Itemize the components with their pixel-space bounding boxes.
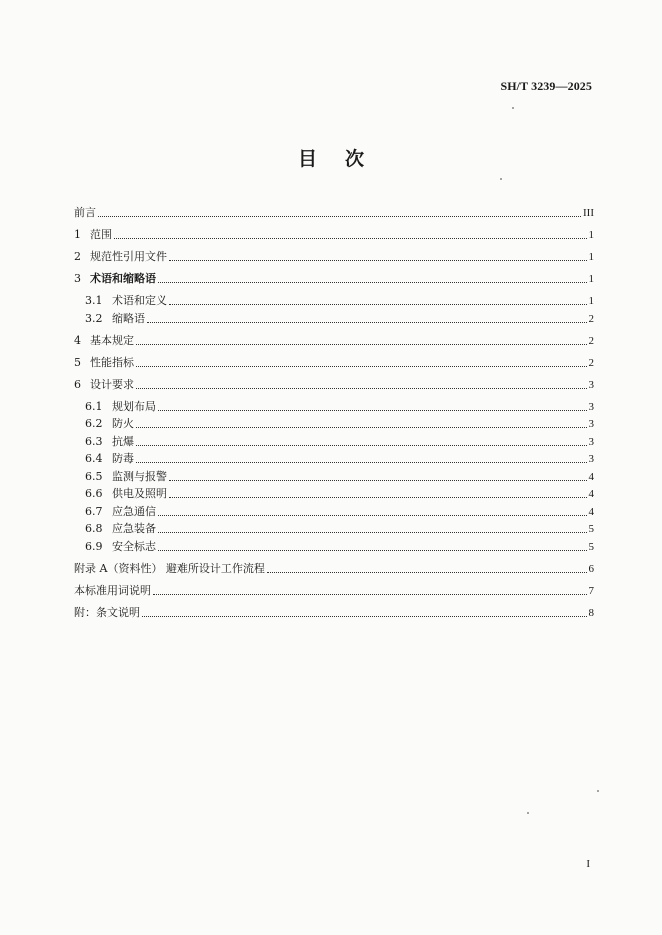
toc-entry[interactable]	[74, 226, 594, 242]
toc-entry-number: 3.1	[85, 294, 103, 307]
toc-entry-number: 6.1	[85, 400, 103, 413]
dot-leader	[158, 281, 587, 283]
scan-speck	[597, 790, 599, 792]
toc-entry[interactable]	[74, 204, 594, 220]
toc-entry[interactable]	[74, 270, 594, 286]
toc-entry[interactable]	[74, 468, 594, 484]
toc-entry-page: III	[583, 207, 594, 219]
dot-leader	[136, 343, 587, 345]
dot-leader	[169, 479, 587, 481]
toc-entry-page: 8	[588, 607, 594, 619]
toc-entry-page: 2	[588, 335, 594, 347]
toc-entry-number: 3	[74, 272, 81, 285]
toc-entry[interactable]	[74, 582, 594, 598]
toc-entry[interactable]	[74, 354, 594, 370]
toc-entry[interactable]	[74, 485, 594, 501]
toc-entry-label: 监测与报警	[112, 470, 167, 483]
toc-entry-label: 缩略语	[112, 312, 145, 325]
scan-speck	[527, 812, 529, 814]
dot-leader	[158, 531, 587, 533]
toc-entry-page: 4	[588, 506, 594, 518]
toc-entry-label: 供电及照明	[112, 487, 167, 500]
toc-entry-label: 术语和定义	[112, 294, 167, 307]
toc-entry-page: 1	[588, 273, 594, 285]
dot-leader	[98, 215, 581, 217]
toc-entry-number: 2	[74, 250, 81, 263]
toc-entry-page: 3	[588, 436, 594, 448]
dot-leader	[147, 321, 587, 323]
toc-entry-number: 6.9	[85, 540, 103, 553]
dot-leader	[153, 593, 587, 595]
toc-entry-page: 1	[588, 295, 594, 307]
toc-entry-page: 5	[588, 523, 594, 535]
toc-entry-label: 防火	[112, 417, 134, 430]
toc-entry[interactable]	[74, 398, 594, 414]
dot-leader	[158, 409, 587, 411]
toc-entry[interactable]	[74, 560, 594, 576]
toc-entry-label: 附录 A（资料性） 避难所设计工作流程	[74, 562, 265, 575]
toc-entry-number: 6.4	[85, 452, 103, 465]
toc-entry[interactable]	[74, 376, 594, 392]
page-title: 目次	[297, 148, 392, 170]
toc-entry-label: 基本规定	[90, 334, 134, 347]
toc-entry-page: 1	[588, 251, 594, 263]
page-number: I	[586, 858, 590, 870]
dot-leader	[169, 303, 587, 305]
toc-entry-label: 应急装备	[112, 522, 156, 535]
toc-entry-label: 规范性引用文件	[90, 250, 167, 263]
standard-code: SH/T 3239—2025	[500, 79, 592, 93]
toc-entry-page: 4	[588, 488, 594, 500]
toc-entry-number: 6.5	[85, 470, 103, 483]
toc-entry-number: 6.3	[85, 435, 103, 448]
toc-entry-number: 3.2	[85, 312, 103, 325]
toc-entry-page: 3	[588, 379, 594, 391]
toc-entry-label: 安全标志	[112, 540, 156, 553]
toc-entry-number: 6.2	[85, 417, 103, 430]
dot-leader	[136, 461, 587, 463]
toc-entry-number: 5	[74, 356, 81, 369]
toc-entry[interactable]	[74, 310, 594, 326]
toc-entry-page: 3	[588, 453, 594, 465]
dot-leader	[136, 365, 587, 367]
toc-entry-page: 5	[588, 541, 594, 553]
toc-entry-number: 6.6	[85, 487, 103, 500]
toc-entry-page: 2	[588, 313, 594, 325]
dot-leader	[136, 387, 587, 389]
toc-entry-number: 4	[74, 334, 81, 347]
toc-entry-page: 7	[588, 585, 594, 597]
toc-entry-page: 2	[588, 357, 594, 369]
dot-leader	[267, 571, 587, 573]
toc-entry-label: 设计要求	[90, 378, 134, 391]
dot-leader	[136, 444, 587, 446]
toc-entry[interactable]	[74, 503, 594, 519]
toc-entry[interactable]	[74, 538, 594, 554]
toc-entry-label: 抗爆	[112, 435, 134, 448]
toc-entry-label: 应急通信	[112, 505, 156, 518]
toc-entry-label: 附：条文说明	[74, 606, 140, 619]
toc-entry-page: 6	[588, 563, 594, 575]
toc-entry-label: 规划布局	[112, 400, 156, 413]
toc-entry-label: 本标准用词说明	[74, 584, 151, 597]
toc-entry[interactable]	[74, 433, 594, 449]
toc-entry-page: 1	[588, 229, 594, 241]
toc-entry-number: 6.8	[85, 522, 103, 535]
toc-entry-page: 3	[588, 418, 594, 430]
toc-entry[interactable]	[74, 450, 594, 466]
toc-entry-label: 范围	[90, 228, 112, 241]
toc-entry-label: 防毒	[112, 452, 134, 465]
toc-entry-number: 6.7	[85, 505, 103, 518]
scan-speck	[500, 178, 502, 180]
dot-leader	[169, 259, 587, 261]
dot-leader	[136, 426, 587, 428]
toc-entry[interactable]	[74, 604, 594, 620]
toc-entry-label: 性能指标	[90, 356, 134, 369]
toc-entry-number: 1	[74, 228, 81, 241]
dot-leader	[158, 514, 587, 516]
toc-entry[interactable]	[74, 520, 594, 536]
toc-entry-page: 4	[588, 471, 594, 483]
dot-leader	[158, 549, 587, 551]
toc-entry-number: 6	[74, 378, 81, 391]
scan-speck	[512, 107, 514, 109]
toc-entry[interactable]	[74, 292, 594, 308]
toc-entry[interactable]	[74, 332, 594, 348]
dot-leader	[114, 237, 587, 239]
dot-leader	[169, 496, 587, 498]
toc-entry[interactable]	[74, 248, 594, 264]
toc-entry-label: 前言	[74, 206, 96, 219]
toc-entry[interactable]	[74, 415, 594, 431]
toc-entry-label: 术语和缩略语	[90, 272, 156, 285]
dot-leader	[142, 615, 587, 617]
toc-entry-page: 3	[588, 401, 594, 413]
